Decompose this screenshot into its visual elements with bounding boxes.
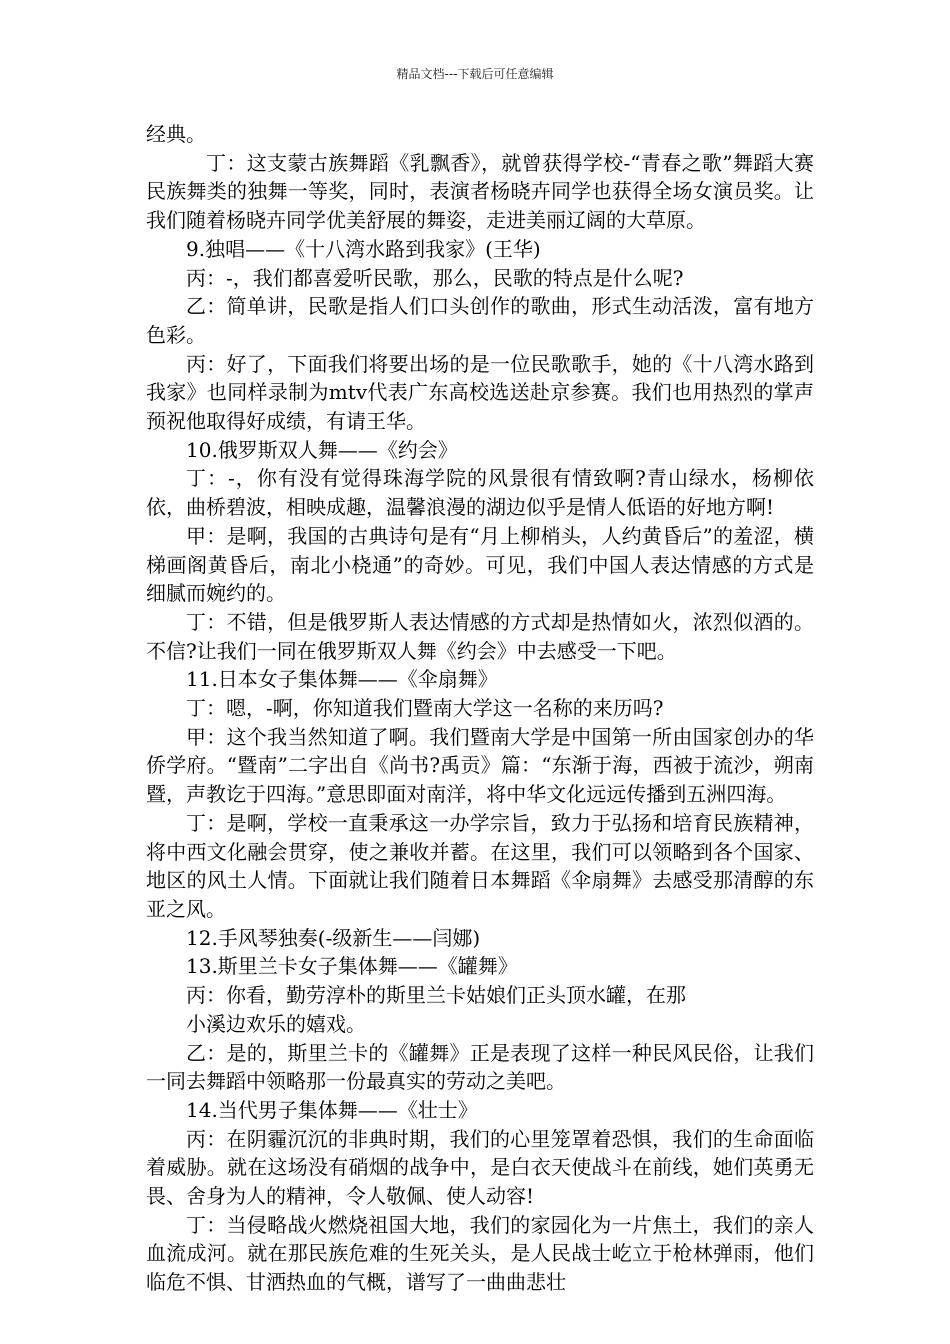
paragraph: 丙：在阴霾沉沉的非典时期，我们的心里笼罩着恐惧，我们的生命面临着威胁。就在这场没有硝烟的战争中，是白衣天使战斗在前线，她们英勇无畏、舍身为人的精神，令人敬佩、使人动容! [146, 1126, 814, 1209]
paragraph: 丙：-，我们都喜爱听民歌，那么，民歌的特点是什么呢? [186, 265, 684, 290]
paragraph: 丁：-，你有没有觉得珠海学院的风景很有情致啊?青山绿水，杨柳依依，曲桥碧波，相映成趣，温馨浪漫的湖边似乎是情人低语的好地方啊! [146, 466, 814, 520]
paragraph: 乙：是的，斯里兰卡的《罐舞》正是表现了这样一种民风民俗，让我们一同去舞蹈中领略那一份最真实的劳动之美吧。 [146, 1040, 814, 1094]
paragraph: 丁：这支蒙古族舞蹈《乳飘香》，就曾获得学校-“青春之歌”舞蹈大赛民族舞类的独舞一等奖，同时，表演者杨晓卉同学也获得全场女演员奖。让我们随着杨晓卉同学优美舒展的舞姿，走进美丽辽阔的大草原。 [146, 150, 814, 233]
paragraph: 乙：简单讲，民歌是指人们口头创作的歌曲，形式生动活泼，富有地方色彩。 [146, 294, 814, 347]
program-item: 13.斯里兰卡女子集体舞——《罐舞》 [186, 954, 518, 979]
program-item: 10.俄罗斯双人舞——《约会》 [186, 437, 458, 462]
paragraph: 丙：你看，勤劳淳朴的斯里兰卡姑娘们正头顶水罐，在那 [186, 983, 686, 1008]
paragraph: 丁：不错，但是俄罗斯人表达情感的方式却是热情如火，浓烈似酒的。不信?让我们一同在俄罗斯双人舞《约会》中去感受一下吧。 [146, 609, 814, 663]
program-item: 9.独唱——《十八湾水路到我家》(王华) [186, 236, 541, 261]
program-item: 11.日本女子集体舞——《伞扇舞》 [186, 667, 498, 692]
paragraph: 甲：是啊，我国的古典诗句是有“月上柳梢头，人约黄昏后”的羞涩，横梯画阁黄昏后，南北小桡通”的奇妙。可见，我们中国人表达情感的方式是细腻而婉约的。 [146, 523, 814, 606]
program-item: 12.手风琴独奏(-级新生——闫娜) [186, 925, 481, 950]
paragraph: 丁：当侵略战火燃烧祖国大地，我们的家园化为一片焦土，我们的亲人血流成河。就在那民族危难的生死关头，是人民战士屹立于枪林弹雨，他们临危不惧、甘洒热血的气概，谱写了一曲曲悲壮 [146, 1212, 814, 1295]
program-item: 14.当代男子集体舞——《壮士》 [186, 1097, 478, 1122]
paragraph: 经典。 [146, 122, 206, 146]
document-body [146, 120, 814, 1297]
paragraph: 丙：好了，下面我们将要出场的是一位民歌歌手，她的《十八湾水路到我家》也同样录制为mtv代表广东高校选送赴京参赛。我们也用热烈的掌声预祝他取得好成绩，有请王华。 [146, 351, 814, 434]
paragraph: 小溪边欢乐的嬉戏。 [186, 1011, 366, 1036]
paragraph: 甲：这个我当然知道了啊。我们暨南大学是中国第一所由国家创办的华侨学府。“暨南”二字出自《尚书?禹贡》篇：“东渐于海，西被于流沙，朔南暨，声教讫于四海。”意思即面对南洋，将中华文化远远传播到五洲四海。 [146, 724, 814, 807]
paragraph: 丁：是啊，学校一直秉承这一办学宗旨，致力于弘扬和培育民族精神，将中西文化融会贯穿，使之兼收并蓄。在这里，我们可以领略到各个国家、地区的风土人情。下面就让我们随着日本舞蹈《伞扇舞》去感受那清醇的东亚之风。 [146, 810, 814, 921]
page-header: 精品文档---下载后可任意编辑 [396, 67, 554, 81]
paragraph: 丁：嗯，-啊，你知道我们暨南大学这一名称的来历吗? [186, 696, 664, 721]
